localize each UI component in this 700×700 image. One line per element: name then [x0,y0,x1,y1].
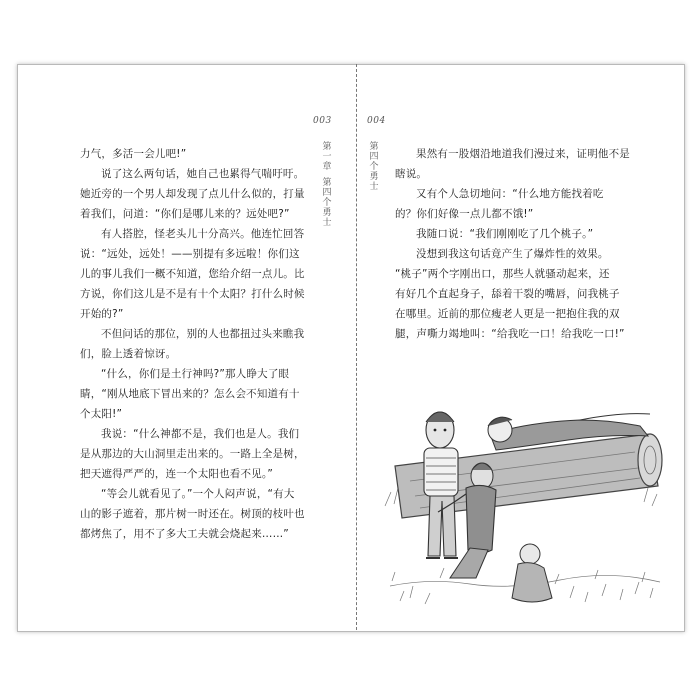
text-line: 儿的事儿我们一概不知道，您给介绍一点儿。比 [80,268,305,280]
running-head-char: 第 [322,142,332,152]
running-head-char: 士 [322,218,332,228]
book-spine-fold [356,64,357,630]
right-running-head [368,142,380,192]
text-line: 方说，你们这儿是不是有十个太阳？打什么时候 [80,288,305,300]
text-line: 有好几个直起身子，舔着干裂的嘴唇，问我桃子 [395,288,620,300]
text-line: 把天遮得严严的，连一个太阳也看不见。” [80,468,273,480]
running-head-char: 一 [322,152,332,162]
standing-man [424,412,458,558]
running-head-char: 章 [322,162,332,172]
running-head-char: 个 [322,198,332,208]
running-head-char: 四 [322,188,332,198]
text-line: “桃子”两个字刚出口，那些人就骚动起来，还 [395,268,610,280]
text-line: 腿，声嘶力竭地叫：“给我吃一口！给我吃一口!” [395,328,625,340]
running-head-char: 四 [369,152,379,162]
running-head-char: 士 [369,182,379,192]
left-page-number: 003 [313,116,332,126]
running-head-char: 勇 [322,208,332,218]
left-page-body [80,144,315,544]
text-line: 个太阳!” [80,408,123,420]
text-line: 她近旁的一个男人却发现了点儿什么似的，打量 [80,188,305,200]
running-head-char: 第 [369,142,379,152]
text-line: “什么，你们是土行神吗?”那人睁大了眼 [101,368,290,380]
text-line: 山的影子遮着，那片树一时还在。树顶的枝叶也 [80,508,305,520]
text-line: 不但问话的那位，别的人也都扭过头来瞧我 [101,328,305,340]
running-head-char: 勇 [369,172,379,182]
text-line: 们，脸上透着惊讶。 [80,348,177,360]
text-line: 说：“远处，远处！——别提有多远啦！你们这 [80,248,300,260]
right-page-number: 004 [367,116,386,126]
text-line: 是从那边的大山洞里走出来的。一路上全是树， [80,448,305,460]
text-line: 着我们，问道：“你们是哪儿来的？远处吧?” [80,208,290,220]
text-line: 又有个人急切地问：“什么地方能找着吃 [416,188,604,200]
text-line: 睛，“刚从地底下冒出来的？怎么会不知道有十 [80,388,300,400]
text-line: 果然有一股烟沿地道我们漫过来，证明他不是 [416,148,630,160]
text-line: 瞎说。 [395,168,428,180]
text-line: 都烤焦了，用不了多大工夫就会烧起来……” [80,528,289,540]
text-line: 我随口说：“我们刚刚吃了几个桃子。” [416,228,594,240]
text-line: 有人搭腔，怪老头儿十分高兴。他连忙回答 [101,228,305,240]
text-line: 力气，多活一会儿吧!” [80,148,187,160]
text-line: 的？你们好像一点儿都不饿!” [395,208,534,220]
text-line: 没想到我这句话竟产生了爆炸性的效果。 [416,248,609,260]
people-by-fallen-log-illustration [380,386,665,616]
running-head-char: 个 [369,162,379,172]
text-line: “等会儿就看见了。”一个人闷声说，“有大 [101,488,295,500]
right-page-body [395,144,635,344]
text-line: 在哪里。近前的那位瘦老人更是一把抱住我的双 [395,308,620,320]
text-line: 开始的?” [80,308,124,320]
running-head-char: 第 [322,178,332,188]
left-running-head [321,142,333,228]
sitting-woman [512,544,552,602]
text-line: 说了这么两句话，她自己也累得气喘吁吁。 [101,168,305,180]
text-line: 我说：“什么神都不是，我们也是人。我们 [101,428,300,440]
